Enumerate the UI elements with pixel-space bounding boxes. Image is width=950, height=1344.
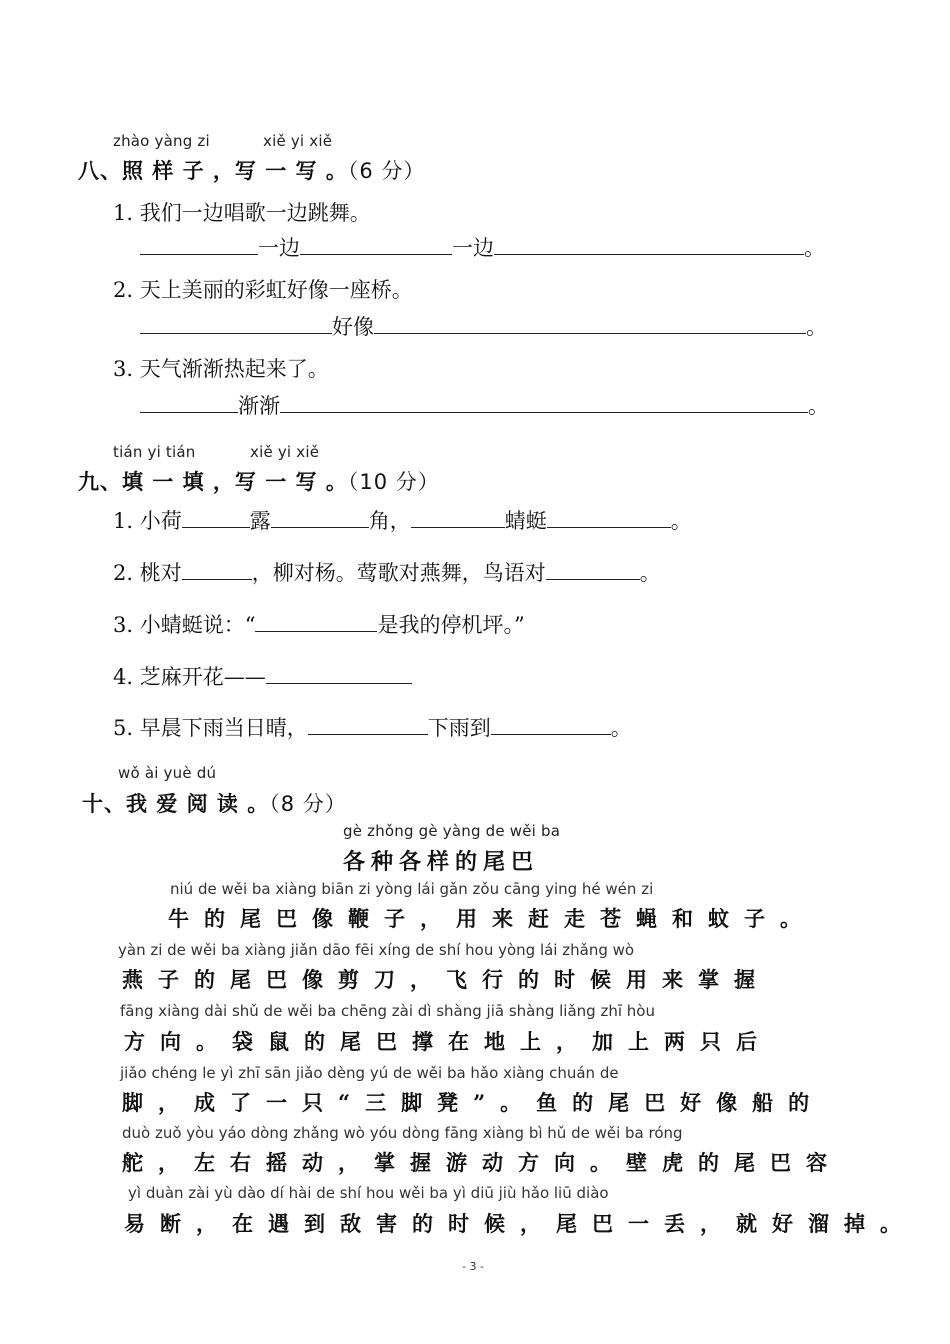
story-title: 各种各样的尾巴 — [343, 850, 540, 875]
story-line-6: 易断，在遇到敌害的时候，尾巴一丢，就好溜掉。 — [124, 1211, 916, 1236]
section8-example-3: 3. 天气渐渐热起来了。 — [113, 357, 329, 381]
section8-pinyin-1: zhào yàng zi — [113, 132, 210, 150]
section10-heading — [82, 788, 347, 818]
answer-blank[interactable] — [491, 712, 611, 735]
section9-title: 九、填 一 填 ，写 一 写 。 — [78, 470, 348, 494]
word-yibian-1: 一边 — [258, 236, 300, 260]
story-line-5: 舵，左右摇动，掌握游动方向。壁虎的尾巴容 — [122, 1150, 842, 1175]
answer-blank[interactable] — [280, 390, 808, 413]
section9-q5: 5. 早晨下雨当日晴， 下雨到 。 — [113, 712, 632, 742]
answer-blank[interactable] — [266, 661, 412, 684]
section9-q3: 3. 小蜻蜓说：“ 是我的停机坪。” — [113, 609, 525, 639]
story-line-4: 脚，成了一只“三脚凳”。鱼的尾巴好像船的 — [122, 1090, 825, 1115]
story-pinyin-4: jiǎo chéng le yì zhī sān jiǎo dèng yú de wěi ba hǎo xiàng chuán de — [120, 1064, 619, 1082]
answer-blank[interactable] — [411, 505, 505, 528]
answer-blank[interactable] — [140, 232, 258, 255]
story-pinyin-5: duò zuǒ yòu yáo dòng zhǎng wò yóu dòng fāng xiàng bì hǔ de wěi ba róng — [122, 1124, 683, 1142]
answer-blank[interactable] — [182, 505, 250, 528]
section10-pinyin: wǒ ài yuè dú — [118, 764, 217, 782]
section9-pinyin-1: tián yi tián — [113, 443, 196, 461]
story-pinyin-1: niú de wěi ba xiàng biān zi yòng lái gǎn zǒu cāng ying hé wén zi — [170, 880, 654, 898]
section8-title: 八、照 样 子 ，写 一 写 。 — [78, 159, 348, 183]
section8-example-1: 1. 我们一边唱歌一边跳舞。 — [113, 201, 371, 225]
answer-blank[interactable] — [546, 557, 640, 580]
section8-example-2: 2. 天上美丽的彩虹好像一座桥。 — [113, 278, 413, 302]
answer-blank[interactable] — [140, 390, 238, 413]
answer-blank[interactable] — [255, 609, 377, 632]
story-line-3: 方向。袋鼠的尾巴撑在地上，加上两只后 — [124, 1029, 772, 1054]
section10-title: 十、我 爱 阅 读 。 — [82, 792, 270, 816]
answer-blank[interactable] — [300, 232, 452, 255]
section8-heading — [78, 155, 425, 185]
section8-answer-3 — [140, 390, 829, 420]
answer-blank[interactable] — [374, 311, 806, 334]
story-line-2: 燕子的尾巴像剪刀，飞行的时候用来掌握 — [122, 967, 770, 992]
section9-q4: 4. 芝麻开花—— — [113, 661, 412, 691]
answer-blank[interactable] — [140, 311, 332, 334]
section8-pinyin-2: xiě yi xiě — [263, 132, 333, 150]
section9-pinyin-2: xiě yi xiě — [250, 443, 320, 461]
period: 。 — [808, 394, 829, 418]
answer-blank[interactable] — [182, 557, 252, 580]
story-title-pinyin: gè zhǒng gè yàng de wěi ba — [343, 822, 561, 840]
period: 。 — [806, 315, 827, 339]
answer-blank[interactable] — [547, 505, 671, 528]
word-jianjian: 渐渐 — [238, 394, 280, 418]
period: 。 — [804, 236, 825, 260]
word-haoxiang: 好像 — [332, 315, 374, 339]
answer-blank[interactable] — [494, 232, 804, 255]
page-number: - 3 - — [462, 1260, 484, 1273]
section10-points: （8 分） — [269, 792, 347, 816]
word-yibian-2: 一边 — [452, 236, 494, 260]
section8-answer-1 — [140, 232, 825, 262]
section9-q1: 1. 小荷 露 角， 蜻蜓 。 — [113, 505, 692, 535]
section8-answer-2 — [140, 311, 827, 341]
section9-heading — [78, 466, 440, 496]
answer-blank[interactable] — [271, 505, 369, 528]
story-pinyin-3: fāng xiàng dài shǔ de wěi ba chēng zài dì shàng jiā shàng liǎng zhī hòu — [120, 1002, 655, 1020]
story-pinyin-6: yì duàn zài yù dào dí hài de shí hou wěi ba yì diū jiù hǎo liū diào — [128, 1184, 609, 1202]
answer-blank[interactable] — [308, 712, 428, 735]
section8-points: （6 分） — [347, 159, 426, 183]
section9-q2: 2. 桃对 ，柳对杨。莺歌对燕舞，鸟语对 。 — [113, 557, 661, 587]
story-line-1: 牛的尾巴像鞭子，用来赶走苍蝇和蚊子。 — [168, 906, 816, 931]
story-pinyin-2: yàn zi de wěi ba xiàng jiǎn dāo fēi xíng de shí hou yòng lái zhǎng wò — [118, 941, 635, 959]
section9-points: （10 分） — [347, 470, 440, 494]
